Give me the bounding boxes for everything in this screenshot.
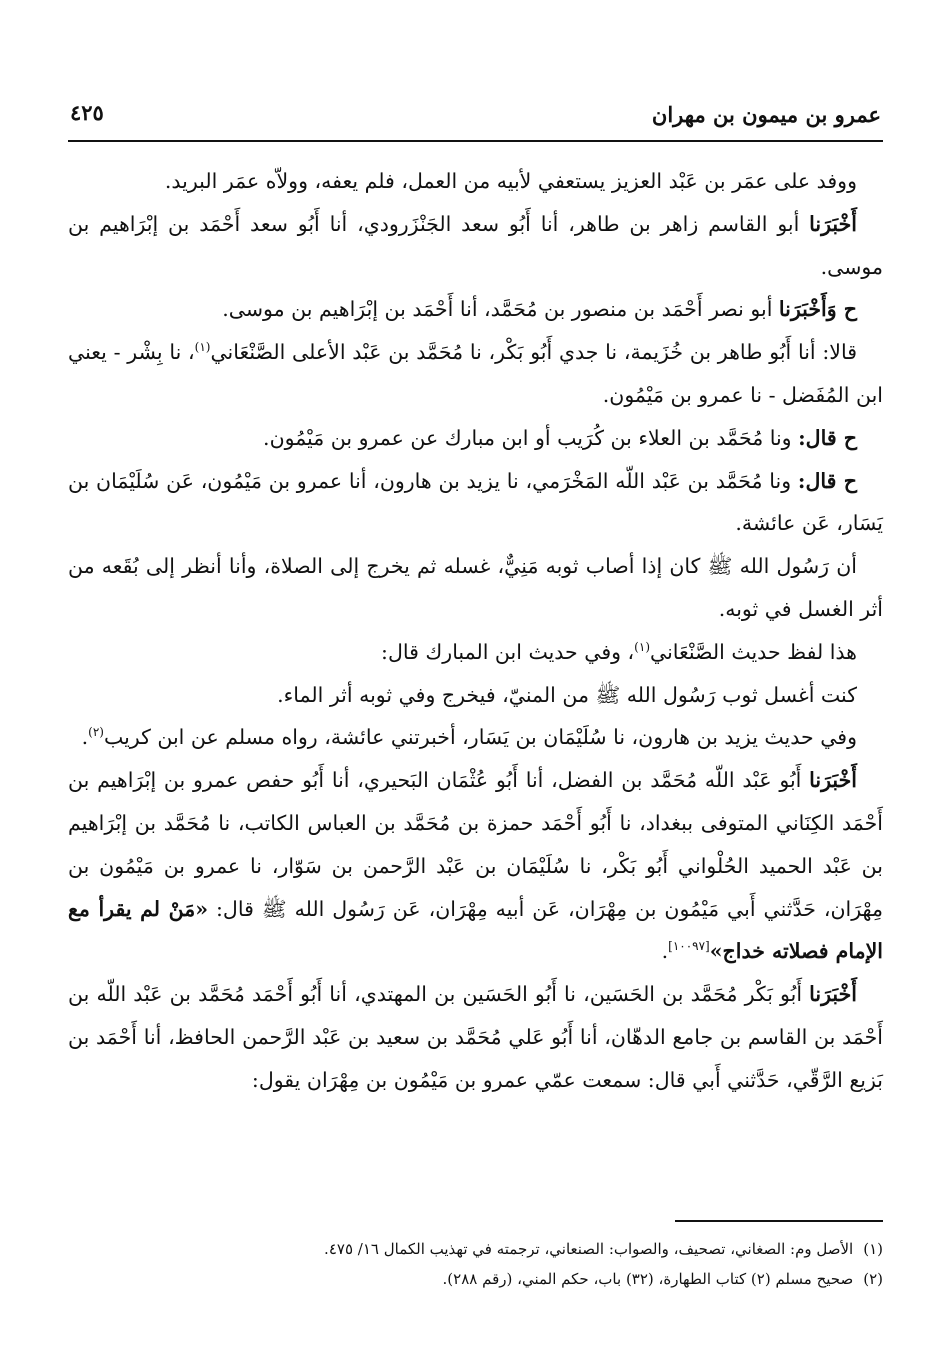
paragraph-text: ووفد على عمَر بن عَبْد العزيز يستعفي لأبيه من العمل، فلم يعفه، وولاّه عمَر البريد. bbox=[164, 169, 857, 193]
narration-keyword: أَخْبَرَنا bbox=[809, 982, 857, 1007]
paragraph bbox=[68, 716, 883, 759]
paragraph bbox=[68, 759, 883, 973]
paragraph bbox=[68, 288, 883, 331]
narration-keyword: ح قال: bbox=[798, 425, 857, 450]
paragraph-text: أَبُو بَكْر مُحَمَّد بن الحَسَين، نا أَبُو الحَسَين بن المهتدي، أنا أَبُو أَحْمَد مُحَمَّد بن عَبْد اللّه بن أَحْمَد بن القاسم بن جامع الدهّان، أنا أَبُو عَلي مُحَمَّد بن سعيد بن عَبْد الرَّحمن الحافظ، أنا أَحْمَد بن بَزيع الرَّقّي، حَدَّثني أَبي قال: سمعت عمّي عمرو بن مَيْمُون بن مِهْرَان يقول: bbox=[68, 982, 883, 1092]
paragraph-text: ونا مُحَمَّد بن العلاء بن كُرَيب أو ابن مبارك عن عمرو بن مَيْمُون. bbox=[263, 425, 799, 450]
paragraph bbox=[68, 417, 883, 460]
footnote-divider bbox=[675, 1220, 883, 1222]
footnote-number: (١) bbox=[863, 1240, 883, 1258]
page-header bbox=[70, 96, 881, 142]
paragraph bbox=[68, 331, 883, 417]
narration-keyword: أَخْبَرَنا bbox=[809, 768, 857, 793]
paragraph-text: أبو نصر أَحْمَد بن منصور بن مُحَمَّد، أنا أَحْمَد بن إبْرَاهيم بن موسى. bbox=[222, 297, 779, 322]
paragraph bbox=[68, 203, 883, 289]
footnote-number: (٢) bbox=[863, 1270, 883, 1288]
narration-keyword: ح وَأَخْبَرَنا bbox=[778, 297, 857, 322]
paragraph-text: أَبُو عَبْد اللّه مُحَمَّد بن الفضل، أنا أَبُو عُثْمَان البَحيري، أنا أَبُو حفص عمرو بن إبْرَاهيم بن أَحْمَد الكِنَاني المتوفى ببغداد، نا أَبُو أَحْمَد حمزة بن مُحَمَّد بن العباس الكاتب، نا مُحَمَّد بن إبْرَاهيم بن عَبْد الحميد الحُلْواني أَبُو بَكْر، نا سُلَيْمَان بن عَبْد الرَّحمن بن سَوّار، نا عمرو بن مَيْمُون بن مِهْرَان، حَدَّثني أَبي مَيْمُون بن مِهْرَان، عَن أبيه مِهْرَان، عَن رَسُول الله ﷺ قال: bbox=[68, 768, 883, 921]
running-title: عمرو بن ميمون بن مهران bbox=[651, 102, 881, 127]
paragraph bbox=[68, 674, 883, 717]
footnotes bbox=[68, 1234, 883, 1294]
footnote-marker: (١) bbox=[194, 340, 211, 355]
paragraph bbox=[68, 460, 883, 546]
paragraph-text-continued: . bbox=[81, 725, 89, 750]
footnote-text: الأصل وم: الصغاني، تصحيف، والصواب: الصنعاني، ترجمته في تهذيب الكمال ١٦/ ٤٧٥. bbox=[324, 1240, 854, 1258]
paragraph bbox=[68, 631, 883, 674]
header-divider bbox=[68, 140, 883, 142]
narration-keyword: ح قال: bbox=[797, 468, 857, 493]
footnote-marker: [١٠٠٩٧] bbox=[668, 939, 710, 954]
paragraph-text: قالا: أنا أَبُو طاهر بن خُزَيمة، نا جدي أَبُو بَكْر، نا مُحَمَّد بن عَبْد الأعلى الصَّنْعَاني bbox=[210, 340, 857, 365]
paragraph-text: ونا مُحَمَّد بن عَبْد اللّه المَخْرَمي، نا يزيد بن هارون، أنا عمرو بن مَيْمُون، عَن سُلَيْمَان بن يَسَار، عَن عائشة. bbox=[68, 468, 883, 536]
paragraph-text-continued: . bbox=[661, 939, 669, 964]
footnote-marker: (١) bbox=[634, 639, 650, 654]
paragraph-text: هذا لفظ حديث الصَّنْعَاني bbox=[650, 639, 857, 664]
paragraph bbox=[68, 545, 883, 631]
footnote-text: صحيح مسلم (٢) كتاب الطهارة، (٣٢) باب، حكم المني، (رقم ٢٨٨). bbox=[442, 1270, 854, 1288]
main-text bbox=[68, 160, 883, 1102]
paragraph-text-continued: ، وفي حديث ابن المبارك قال: bbox=[381, 639, 635, 664]
paragraph-text: كنت أغسل ثوب رَسُول الله ﷺ من المنيّ، فيخرج وفي ثوبه أثر الماء. bbox=[277, 682, 857, 707]
narration-keyword: أَخْبَرَنا bbox=[809, 211, 857, 236]
paragraph bbox=[68, 973, 883, 1101]
hadith-quote: «مَنْ لم يقرأ مع الإمام فصلاته خداج» bbox=[68, 896, 883, 964]
footnote bbox=[68, 1264, 883, 1294]
paragraph-text: أن رَسُول الله ﷺ كان إذا أصاب ثوبه مَنِيٌّ، غسله ثم يخرج إلى الصلاة، وأنا أنظر إلى بُقَعه من أثر الغسل في ثوبه. bbox=[68, 554, 883, 621]
page-number: ٤٢٥ bbox=[70, 100, 104, 125]
paragraph-text-continued: ، نا بِشْر - يعني ابن المُفَضل - نا عمرو بن مَيْمُون. bbox=[68, 340, 883, 407]
paragraph-text: وفي حديث يزيد بن هارون، نا سُلَيْمَان بن يَسَار، أخبرتني عائشة، رواه مسلم عن ابن كريب bbox=[103, 725, 857, 750]
footnote bbox=[68, 1234, 883, 1264]
footnote-marker: (٢) bbox=[88, 725, 104, 740]
paragraph-text: أبو القاسم زاهر بن طاهر، أنا أَبُو سعد الجَنْزَرودي، أنا أَبُو سعد أَحْمَد بن إبْرَاهيم بن موسى. bbox=[68, 211, 883, 279]
paragraph bbox=[68, 160, 883, 203]
